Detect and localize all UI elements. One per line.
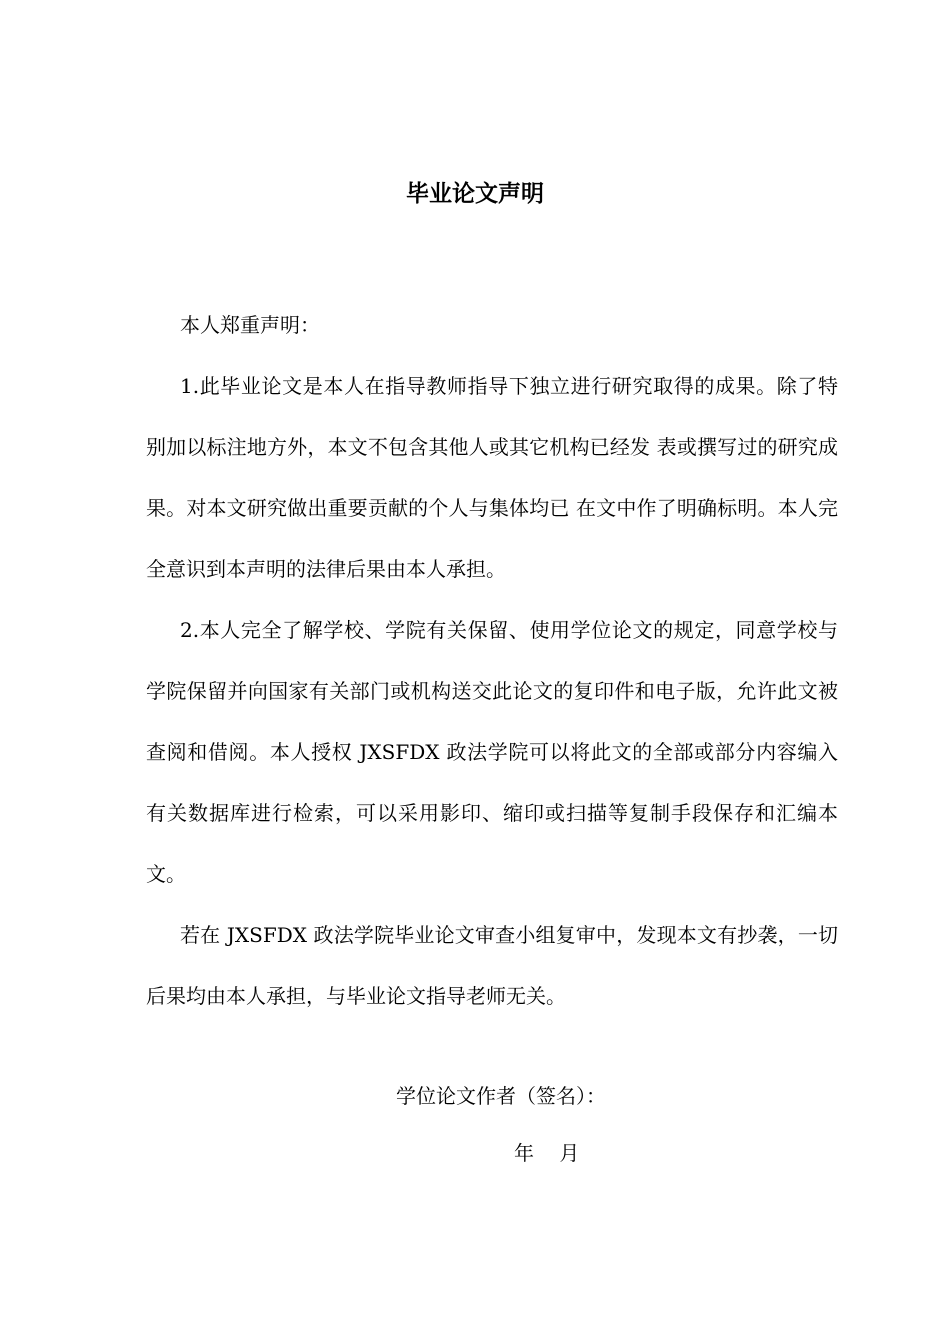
paragraph-3: 若在 JXSFDX 政法学院毕业论文审查小组复审中，发现本文有抄袭，一切后果均由本人承担，与毕业论文指导老师无关。 (146, 923, 838, 1008)
declaration-body (146, 295, 838, 1027)
date-label: 年 月 (514, 1141, 580, 1165)
signature-label: 学位论文作者（签名）： (396, 1084, 606, 1108)
paragraph-2: 2.本人完全了解学校、学院有关保留、使用学位论文的规定，同意学校与学院保留并向国家有关部门或机构送交此论文的复印件和电子版，允许此文被查阅和借阅。本人授权 JXSFDX 政法学院可以将此文的全部或部分内容编入有关数据库进行检索，可以采用影印、缩印或扫描等复制手段保存和汇编本文。 (146, 618, 838, 886)
document-title: 毕业论文声明 (406, 181, 544, 207)
paragraph-1: 1.此毕业论文是本人在指导教师指导下独立进行研究取得的成果。除了特别加以标注地方外，本文不包含其他人或其它机构已经发 表或撰写过的研究成果。对本文研究做出重要贡献的个人与集体均已 在文中作了明确标明。本人完全意识到本声明的法律后果由本人承担。 (146, 374, 838, 581)
intro-line: 本人郑重声明： (180, 313, 320, 337)
